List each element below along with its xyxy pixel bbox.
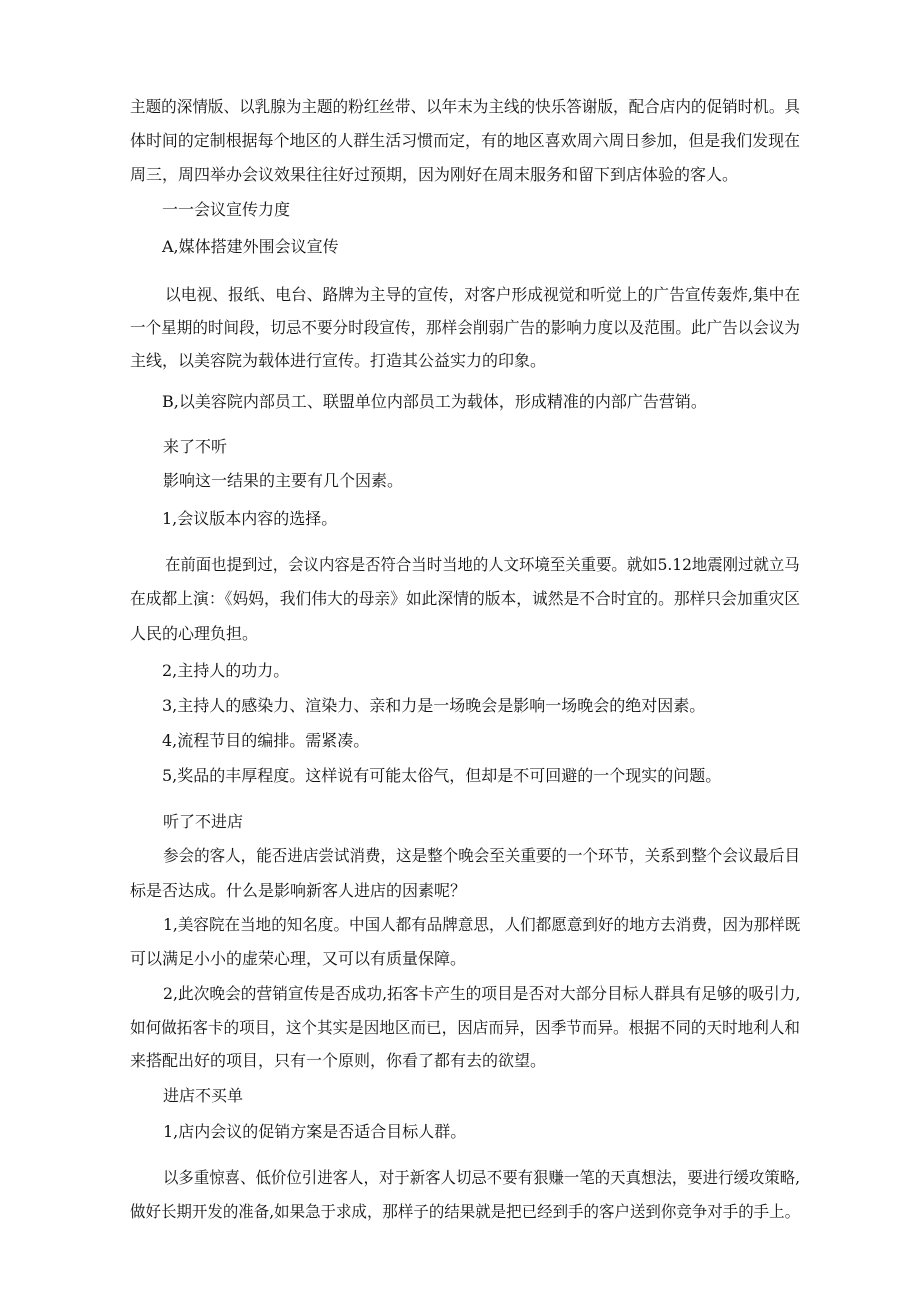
list-item: 2,此次晚会的营销宣传是否成功,拓客卡产生的项目是否对大部分目标人群具有足够的吸引力, xyxy=(163,984,801,1003)
paragraph-line: 参会的客人，能否进店尝试消费，这是整个晚会至关重要的一个环节，关系到整个会议最后目 xyxy=(163,846,801,865)
paragraph-line: 在前面也提到过，会议内容是否符合当时当地的人文环境至关重要。就如5.12地震刚过就立马 xyxy=(165,555,800,574)
paragraph-line: 以电视、报纸、电台、路牌为主导的宣传，对客户形成视觉和听觉上的广告宣传轰炸,集中在 xyxy=(165,285,801,304)
list-item: 2,主持人的功力。 xyxy=(162,661,290,680)
paragraph-line: 一个星期的时间段，切忌不要分时段宣传，那样会削弱广告的影响力度以及范围。此广告以会议为 xyxy=(130,318,801,337)
paragraph-line: 来搭配出好的项目，只有一个原则，你看了都有去的欲望。 xyxy=(130,1051,547,1070)
paragraph-line: 体时间的定制根据每个地区的人群生活习惯而定，有的地区喜欢周六周日参加，但是我们发现在 xyxy=(130,131,801,150)
paragraph-line: 周三，周四举办会议效果往往好过预期，因为刚好在周末服务和留下到店体验的客人。 xyxy=(130,165,739,184)
paragraph-line: 做好长期开发的准备,如果急于求成，那样子的结果就是把已经到手的客户送到你竞争对手的手上。 xyxy=(130,1202,801,1221)
subsection-heading: A,媒体搭建外围会议宣传 xyxy=(162,237,339,256)
section-heading: 听了不进店 xyxy=(163,812,244,831)
paragraph-line: 如何做拓客卡的项目，这个其实是因地区而已，因店而异，因季节而异。根据不同的天时地利人和 xyxy=(130,1018,801,1037)
list-item: 1,会议版本内容的选择。 xyxy=(162,509,338,528)
list-item: 4,流程节目的编排。需紧凑。 xyxy=(162,731,370,750)
paragraph-line: 主线，以美容院为载体进行宣传。打造其公益实力的印象。 xyxy=(130,351,547,370)
paragraph-line: 影响这一结果的主要有几个因素。 xyxy=(163,471,404,490)
paragraph-line: 可以满足小小的虚荣心理，又可以有质量保障。 xyxy=(130,949,467,968)
subsection-heading: B,以美容院内部员工、联盟单位内部员工为载体，形成精准的内部广告营销。 xyxy=(162,392,707,411)
paragraph-line: 以多重惊喜、低价位引进客人，对于新客人切忌不要有狠赚一笔的天真想法，要进行缓攻策略, xyxy=(163,1168,801,1187)
list-item: 1,店内会议的促销方案是否适合目标人群。 xyxy=(163,1122,467,1141)
list-item: 5,奖品的丰厚程度。这样说有可能太俗气，但却是不可回避的一个现实的问题。 xyxy=(162,766,722,785)
list-item: 3,主持人的感染力、渲染力、亲和力是一场晚会是影响一场晚会的绝对因素。 xyxy=(162,696,706,715)
paragraph-line: 标是否达成。什么是影响新客人进店的因素呢？ xyxy=(130,881,467,900)
paragraph-line: 在成都上演：《妈妈，我们伟大的母亲》如此深情的版本，诚然是不合时宜的。那样只会加重灾区 xyxy=(130,589,801,608)
section-heading: 进店不买单 xyxy=(163,1086,244,1105)
section-heading: 一一会议宣传力度 xyxy=(162,200,291,219)
list-item: 1,美容院在当地的知名度。中国人都有品牌意思，人们都愿意到好的地方去消费，因为那样既 xyxy=(163,915,801,934)
paragraph-line: 主题的深情版、以乳腺为主题的粉红丝带、以年末为主线的快乐答谢版，配合店内的促销时机。具 xyxy=(130,97,801,116)
paragraph-line: 人民的心理负担。 xyxy=(130,624,259,643)
section-heading: 来了不听 xyxy=(163,437,228,456)
